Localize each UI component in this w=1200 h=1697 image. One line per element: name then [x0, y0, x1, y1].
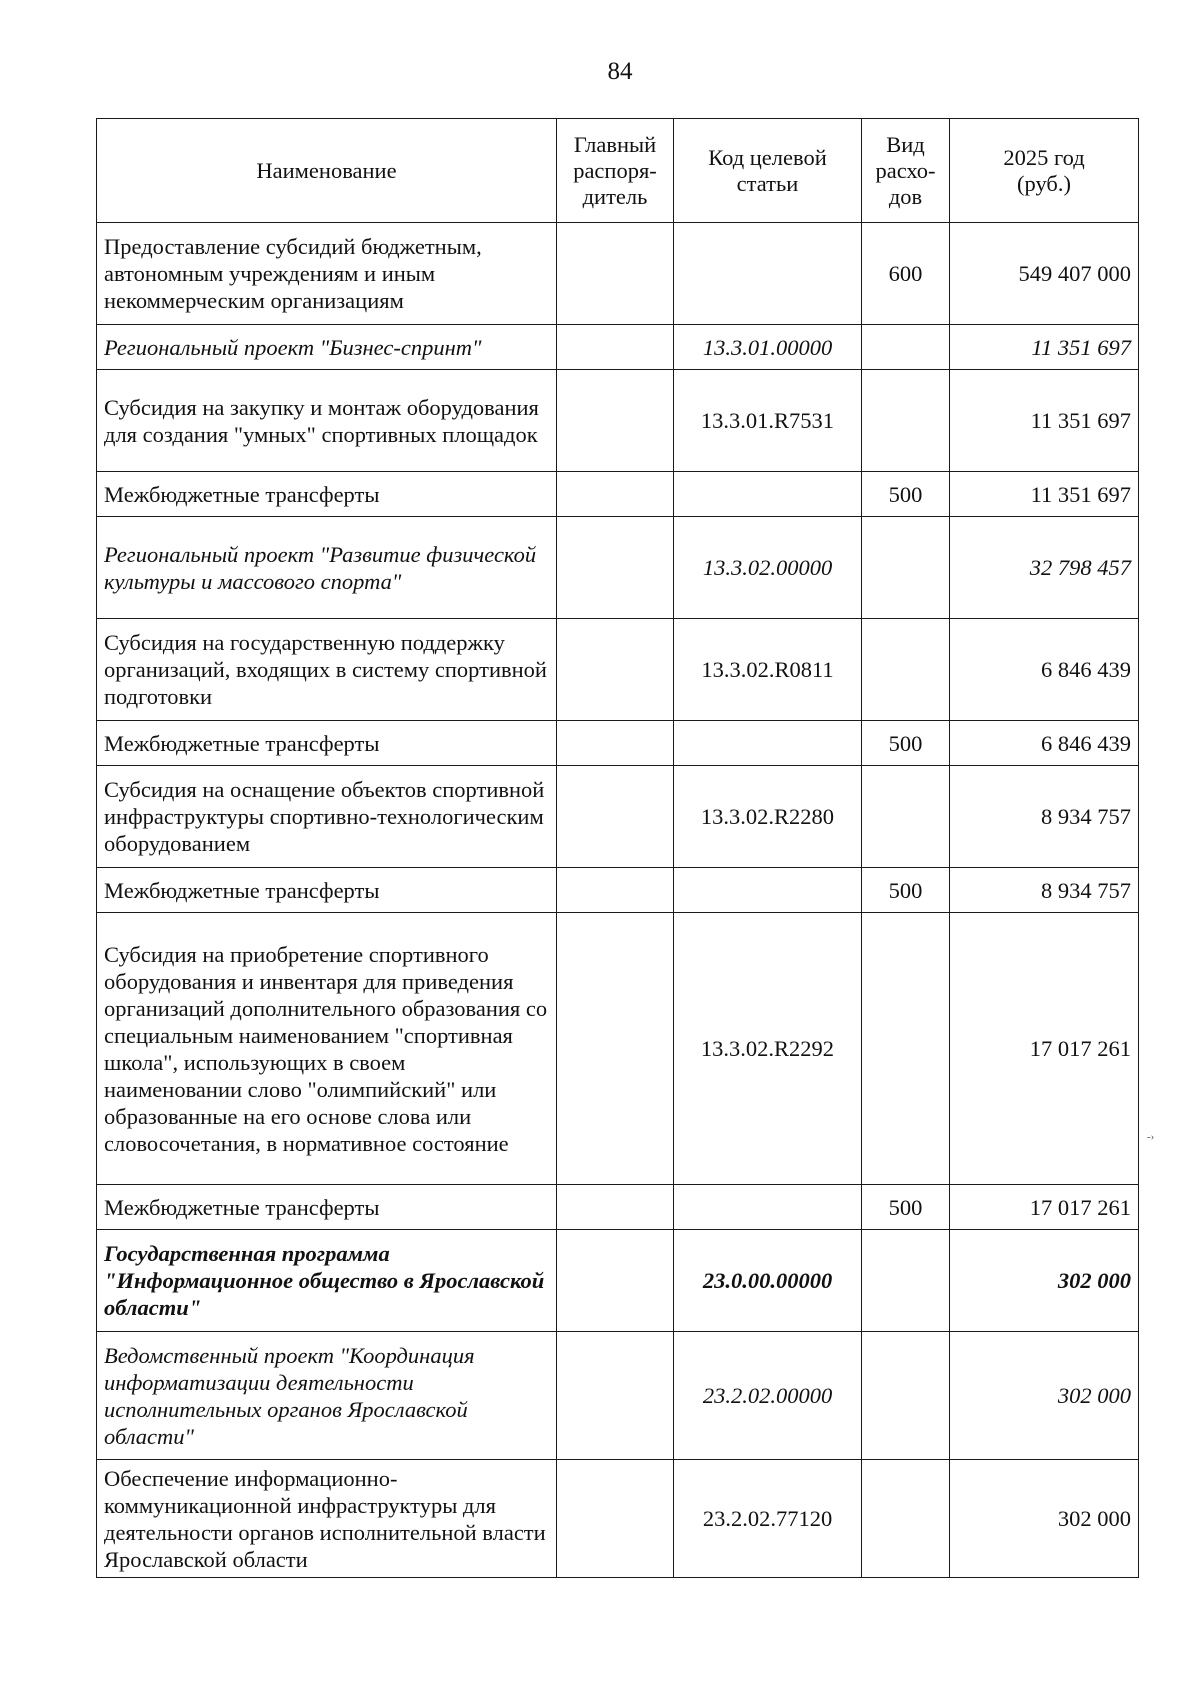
header-name: Наименование: [97, 119, 557, 223]
table-body: [97, 223, 1139, 1578]
row-manager: [557, 472, 674, 517]
row-name: Ведомственный проект "Координация информатизации деятельности исполнительных органов Ярославской области": [97, 1332, 557, 1460]
row-manager: [557, 766, 674, 868]
row-manager: [557, 868, 674, 913]
row-manager: [557, 1460, 674, 1578]
header-row: [97, 119, 1139, 223]
row-manager: [557, 913, 674, 1185]
row-expense-type: [862, 1230, 950, 1332]
row-code: [674, 1185, 862, 1230]
row-code: 13.3.02.R2280: [674, 766, 862, 868]
row-name: Межбюджетные трансферты: [97, 721, 557, 766]
row-code: [674, 223, 862, 325]
table-row: [97, 325, 1139, 370]
header-expense-type: Вид расхо- дов: [862, 119, 950, 223]
row-amount: 11 351 697: [950, 370, 1139, 472]
table-row: [97, 913, 1139, 1185]
row-expense-type: 500: [862, 1185, 950, 1230]
row-code: 13.3.01.R7531: [674, 370, 862, 472]
table-row: [97, 619, 1139, 721]
row-amount: 11 351 697: [950, 472, 1139, 517]
row-manager: [557, 1185, 674, 1230]
header-code: Код целевой статьи: [674, 119, 862, 223]
row-amount: 302 000: [950, 1460, 1139, 1578]
table-row: [97, 766, 1139, 868]
row-manager: [557, 1332, 674, 1460]
row-amount: 17 017 261: [950, 913, 1139, 1185]
row-name: Региональный проект "Бизнес-спринт": [97, 325, 557, 370]
row-code: 13.3.02.00000: [674, 517, 862, 619]
row-expense-type: [862, 619, 950, 721]
budget-table: [96, 118, 1139, 1578]
row-name: Межбюджетные трансферты: [97, 472, 557, 517]
table-row: [97, 868, 1139, 913]
row-manager: [557, 517, 674, 619]
row-amount: 6 846 439: [950, 619, 1139, 721]
row-name: Государственная программа "Информационное общество в Ярославской области": [97, 1230, 557, 1332]
row-expense-type: 500: [862, 868, 950, 913]
page-number: 84: [607, 58, 633, 85]
table-row: [97, 721, 1139, 766]
row-expense-type: 500: [862, 472, 950, 517]
row-name: Обеспечение информационно-коммуникационной инфраструктуры для деятельности органов исполнительной власти Ярославской области: [97, 1460, 557, 1578]
row-name: Региональный проект "Развитие физической культуры и массового спорта": [97, 517, 557, 619]
row-manager: [557, 325, 674, 370]
row-expense-type: [862, 1332, 950, 1460]
table-row: [97, 1230, 1139, 1332]
row-expense-type: [862, 1460, 950, 1578]
row-amount: 17 017 261: [950, 1185, 1139, 1230]
stray-mark: -›: [1147, 1131, 1155, 1143]
row-amount: 6 846 439: [950, 721, 1139, 766]
row-expense-type: [862, 766, 950, 868]
row-expense-type: 500: [862, 721, 950, 766]
row-name: Субсидия на приобретение спортивного оборудования и инвентаря для приведения организаций дополнительного образования со специальным наименованием "спортивная школа", использующих в своем наименовании слово "олимпийский" или образованные на его основе слова или словосочетания, в нормативное состояние: [97, 913, 557, 1185]
row-code: 13.3.01.00000: [674, 325, 862, 370]
row-amount: 11 351 697: [950, 325, 1139, 370]
row-expense-type: [862, 370, 950, 472]
row-amount: 32 798 457: [950, 517, 1139, 619]
row-expense-type: [862, 517, 950, 619]
row-amount: 302 000: [950, 1230, 1139, 1332]
table-row: [97, 472, 1139, 517]
row-name: Межбюджетные трансферты: [97, 1185, 557, 1230]
row-expense-type: [862, 325, 950, 370]
row-code: [674, 868, 862, 913]
row-name: Субсидия на оснащение объектов спортивной инфраструктуры спортивно-технологическим оборудованием: [97, 766, 557, 868]
row-amount: 549 407 000: [950, 223, 1139, 325]
row-code: 23.2.02.00000: [674, 1332, 862, 1460]
row-name: Субсидия на государственную поддержку организаций, входящих в систему спортивной подготовки: [97, 619, 557, 721]
header-amount: 2025 год (руб.): [950, 119, 1139, 223]
row-code: 13.3.02.R0811: [674, 619, 862, 721]
row-name: Предоставление субсидий бюджетным, автономным учреждениям и иным некоммерческим организациям: [97, 223, 557, 325]
table-row: [97, 1332, 1139, 1460]
row-name: Субсидия на закупку и монтаж оборудования для создания "умных" спортивных площадок: [97, 370, 557, 472]
row-amount: 8 934 757: [950, 766, 1139, 868]
row-manager: [557, 619, 674, 721]
row-manager: [557, 1230, 674, 1332]
row-manager: [557, 370, 674, 472]
table-row: [97, 223, 1139, 325]
row-expense-type: 600: [862, 223, 950, 325]
row-expense-type: [862, 913, 950, 1185]
row-manager: [557, 223, 674, 325]
row-name: Межбюджетные трансферты: [97, 868, 557, 913]
table-row: [97, 517, 1139, 619]
row-code: 13.3.02.R2292: [674, 913, 862, 1185]
table-row: [97, 370, 1139, 472]
row-code: 23.0.00.00000: [674, 1230, 862, 1332]
row-amount: 302 000: [950, 1332, 1139, 1460]
row-amount: 8 934 757: [950, 868, 1139, 913]
table-row: [97, 1460, 1139, 1578]
row-manager: [557, 721, 674, 766]
row-code: [674, 721, 862, 766]
row-code: [674, 472, 862, 517]
table-row: [97, 1185, 1139, 1230]
header-manager: Главный распоря- дитель: [557, 119, 674, 223]
row-code: 23.2.02.77120: [674, 1460, 862, 1578]
